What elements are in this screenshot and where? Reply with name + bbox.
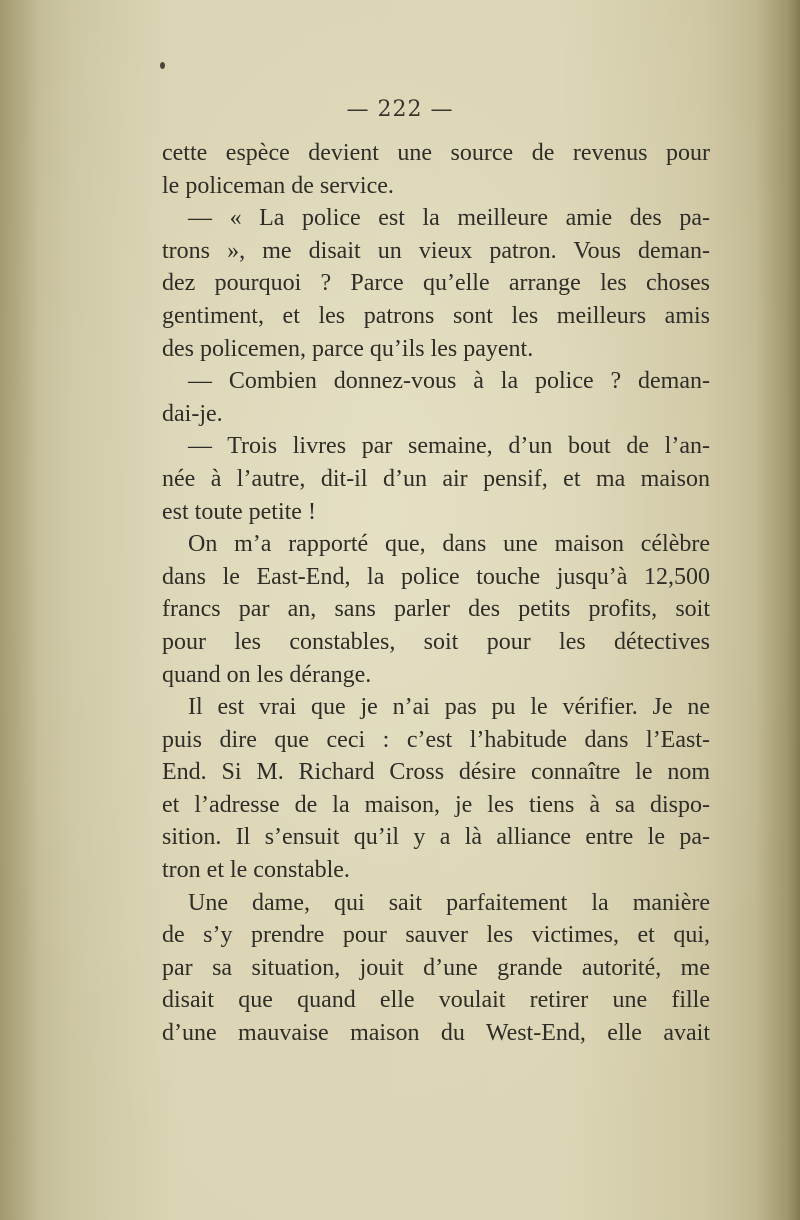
text-line: pour les constables, soit pour les détectives bbox=[162, 628, 710, 655]
body-text bbox=[162, 137, 710, 1050]
text-line: Il est vrai que je n’ai pas pu le vérifier. Je ne bbox=[188, 694, 710, 721]
text-line: gentiment, et les patrons sont les meilleurs amis bbox=[162, 302, 710, 329]
text-line: dans le East-End, la police touche jusqu’à 12,500 bbox=[162, 563, 710, 590]
text-line: dez pourquoi ? Parce qu’elle arrange les choses bbox=[162, 270, 710, 297]
text-line: On m’a rapporté que, dans une maison célèbre bbox=[188, 531, 710, 558]
page-left-shading bbox=[0, 0, 40, 1220]
text-line: — Trois livres par semaine, d’un bout de l’an- bbox=[188, 433, 710, 460]
text-line: Une dame, qui sait parfaitement la manière bbox=[188, 889, 710, 916]
text-line: d’une mauvaise maison du West-End, elle avait bbox=[162, 1020, 710, 1047]
text-line: disait que quand elle voulait retirer une fille bbox=[162, 987, 710, 1014]
page-right-shading bbox=[756, 0, 800, 1220]
text-line: et l’adresse de la maison, je les tiens à sa dispo- bbox=[162, 791, 710, 818]
text-line: tron et le constable. bbox=[162, 857, 350, 884]
text-line: cette espèce devient une source de revenus pour bbox=[162, 140, 710, 166]
page-number: — 222 — bbox=[346, 97, 454, 122]
text-line: End. Si M. Richard Cross désire connaître le nom bbox=[162, 759, 710, 786]
text-line: puis dire que ceci : c’est l’habitude dans l’East- bbox=[162, 726, 710, 753]
text-line: est toute petite ! bbox=[162, 498, 316, 525]
text-line: — « La police est la meilleure amie des pa- bbox=[188, 205, 710, 232]
text-line: francs par an, sans parler des petits profits, soit bbox=[162, 596, 710, 623]
text-line: dai-je. bbox=[162, 400, 223, 427]
text-line: — Combien donnez-vous à la police ? deman- bbox=[188, 368, 710, 395]
ink-speck bbox=[160, 62, 165, 69]
text-line: quand on les dérange. bbox=[162, 661, 372, 688]
text-line: par sa situation, jouit d’une grande autorité, me bbox=[162, 954, 710, 981]
text-line: de s’y prendre pour sauver les victimes, et qui, bbox=[162, 922, 710, 949]
text-line: sition. Il s’ensuit qu’il y a là alliance entre le pa- bbox=[162, 824, 710, 851]
text-line: des policemen, parce qu’ils les payent. bbox=[162, 335, 534, 362]
text-line: née à l’autre, dit-il d’un air pensif, et ma maison bbox=[162, 465, 710, 492]
text-line: le policeman de service. bbox=[162, 172, 394, 199]
text-line: trons », me disait un vieux patron. Vous deman- bbox=[162, 237, 710, 264]
